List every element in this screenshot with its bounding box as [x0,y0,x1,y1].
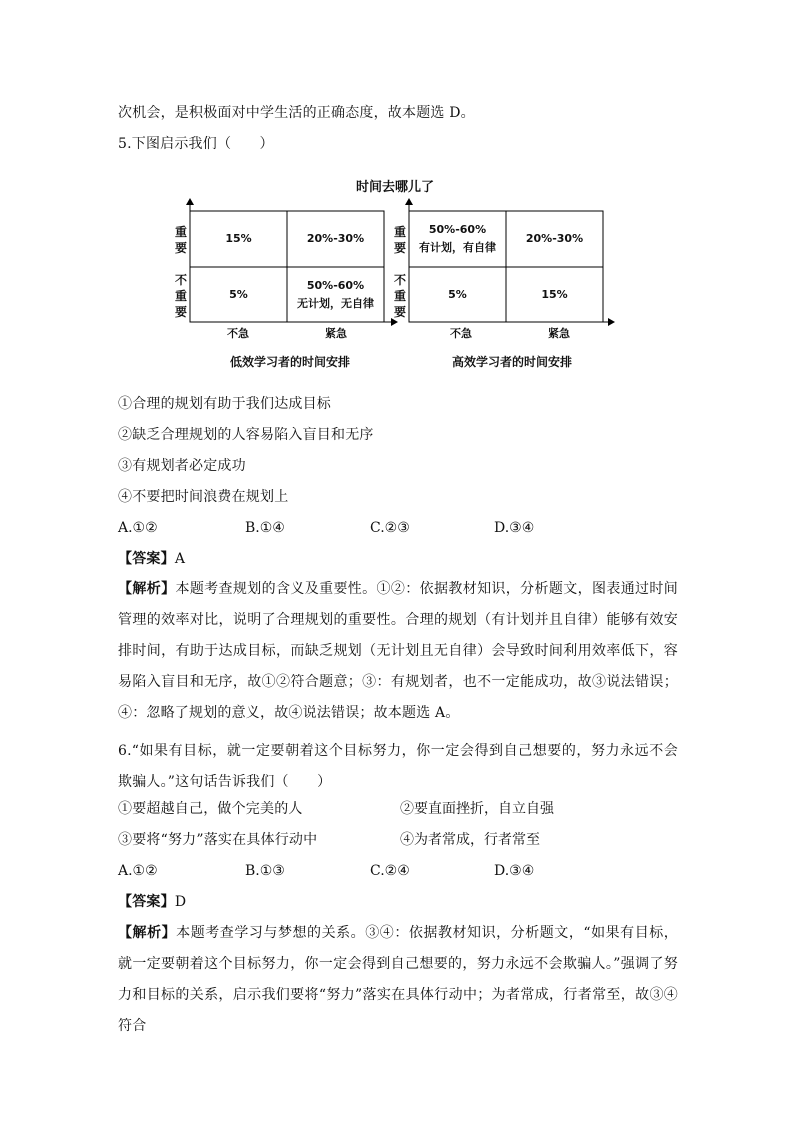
q5-answer [118,549,185,569]
right-cell-unimportant-urgent [506,267,603,322]
cell-value: 50%-60% [428,223,487,236]
cell-value: 50%-60% [306,278,365,292]
q5-option-a: A.①② [118,520,158,536]
answer-value: D [174,894,187,910]
right-cell-important-urgent [506,211,603,267]
q6-analysis [118,918,678,1042]
answer-tag: 【答案】 [118,894,175,910]
right-x-label-not-urgent: 不急 [450,327,472,340]
left-cell-important-not-urgent [190,211,287,267]
left-y-label-unimportant: 不重要 [174,273,187,319]
left-cell-important-urgent [287,211,384,267]
right-y-label-unimportant: 不重要 [393,273,406,319]
right-caption: 高效学习者的时间安排 [451,355,572,369]
figure-title: 时间去哪儿了 [355,180,434,195]
q6-item-4: ④为者常成，行者常至 [400,832,540,848]
q6-item-3: ③要将“努力”落实在具体行动中 [118,832,318,848]
q6-item-1: ①要超越自己，做个完美的人 [118,801,303,817]
cell-value: 20%-30% [306,232,365,245]
left-x-label-not-urgent: 不急 [227,327,249,340]
q5-item-3: ③有规划者必定成功 [118,458,246,474]
right-y-label-important: 重要 [393,225,406,255]
q6-option-d: D.③④ [494,863,535,879]
cell-value: 15% [541,287,568,301]
cell-value: 15% [225,232,252,245]
q5-option-d: D.③④ [494,520,535,536]
cell-value: 5% [448,287,467,301]
analysis-tag: 【解析】 [118,581,176,597]
analysis-text: 本题考查学习与梦想的关系。③④：依据教材知识，分析题文，“如果有目标，就一定要朝着这个目标努力，你一定会得到自己想要的，努力永远不会欺骗人。”强调了努力和目标的关系，启示我们要将“努力”落实在具体行动中；为者常成，行者常至，故③④符合 [118,925,678,1034]
q6-item-2: ②要直面挫折，自立自强 [400,801,554,817]
left-y-label-important: 重要 [174,225,187,255]
q5-item-1: ①合理的规划有助于我们达成目标 [118,396,331,412]
left-cell-unimportant-urgent [287,267,384,322]
right-x-label-urgent: 紧急 [548,327,570,340]
left-caption: 低效学习者的时间安排 [229,355,350,369]
q6-option-b: B.①③ [245,863,285,879]
left-x-label-urgent: 紧急 [325,327,347,340]
q5-analysis [118,574,678,729]
q6-answer [118,892,186,912]
cell-note: 有计划，有自律 [419,241,496,254]
cell-value: 5% [229,287,248,301]
cell-value: 20%-30% [525,232,584,245]
answer-tag: 【答案】 [118,551,175,567]
right-cell-unimportant-not-urgent [409,267,506,322]
q5-option-b: B.①④ [245,520,285,536]
analysis-tag: 【解析】 [118,925,177,941]
question-6-stem: 6.“如果有目标，就一定要朝着这个目标努力，你一定会得到自己想要的，努力永远不会欺骗人。”这句话告诉我们（ ） [118,743,678,790]
q5-option-c: C.②③ [370,520,410,536]
right-cell-important-not-urgent [409,211,506,267]
q6-option-a: A.①② [118,863,158,879]
text-line-continuation: 次机会，是积极面对中学生活的正确态度，故本题选 D。 [118,105,475,121]
q5-item-2: ②缺乏合理规划的人容易陷入盲目和无序 [118,427,374,443]
cell-note: 无计划，无自律 [297,296,374,310]
analysis-text: 本题考查规划的含义及重要性。①②：依据教材知识，分析题文，图表通过时间管理的效率对比，说明了合理规划的重要性。合理的规划（有计划并且自律）能够有效安排时间，有助于达成目标，而缺乏规划（无计划且无自律）会导致时间利用效率低下，容易陷入盲目和无序，故①②符合题意；③：有规划者，也不一定能成功，故③说法错误；④：忽略了规划的意义，故④说法错误；故本题选 A。 [118,581,678,721]
q6-option-c: C.②④ [370,863,410,879]
left-cell-unimportant-not-urgent [190,267,287,322]
q5-item-4: ④不要把时间浪费在规划上 [118,489,289,505]
question-5-stem: 5.下图启示我们（ ） [118,136,274,152]
answer-value: A [174,551,186,567]
